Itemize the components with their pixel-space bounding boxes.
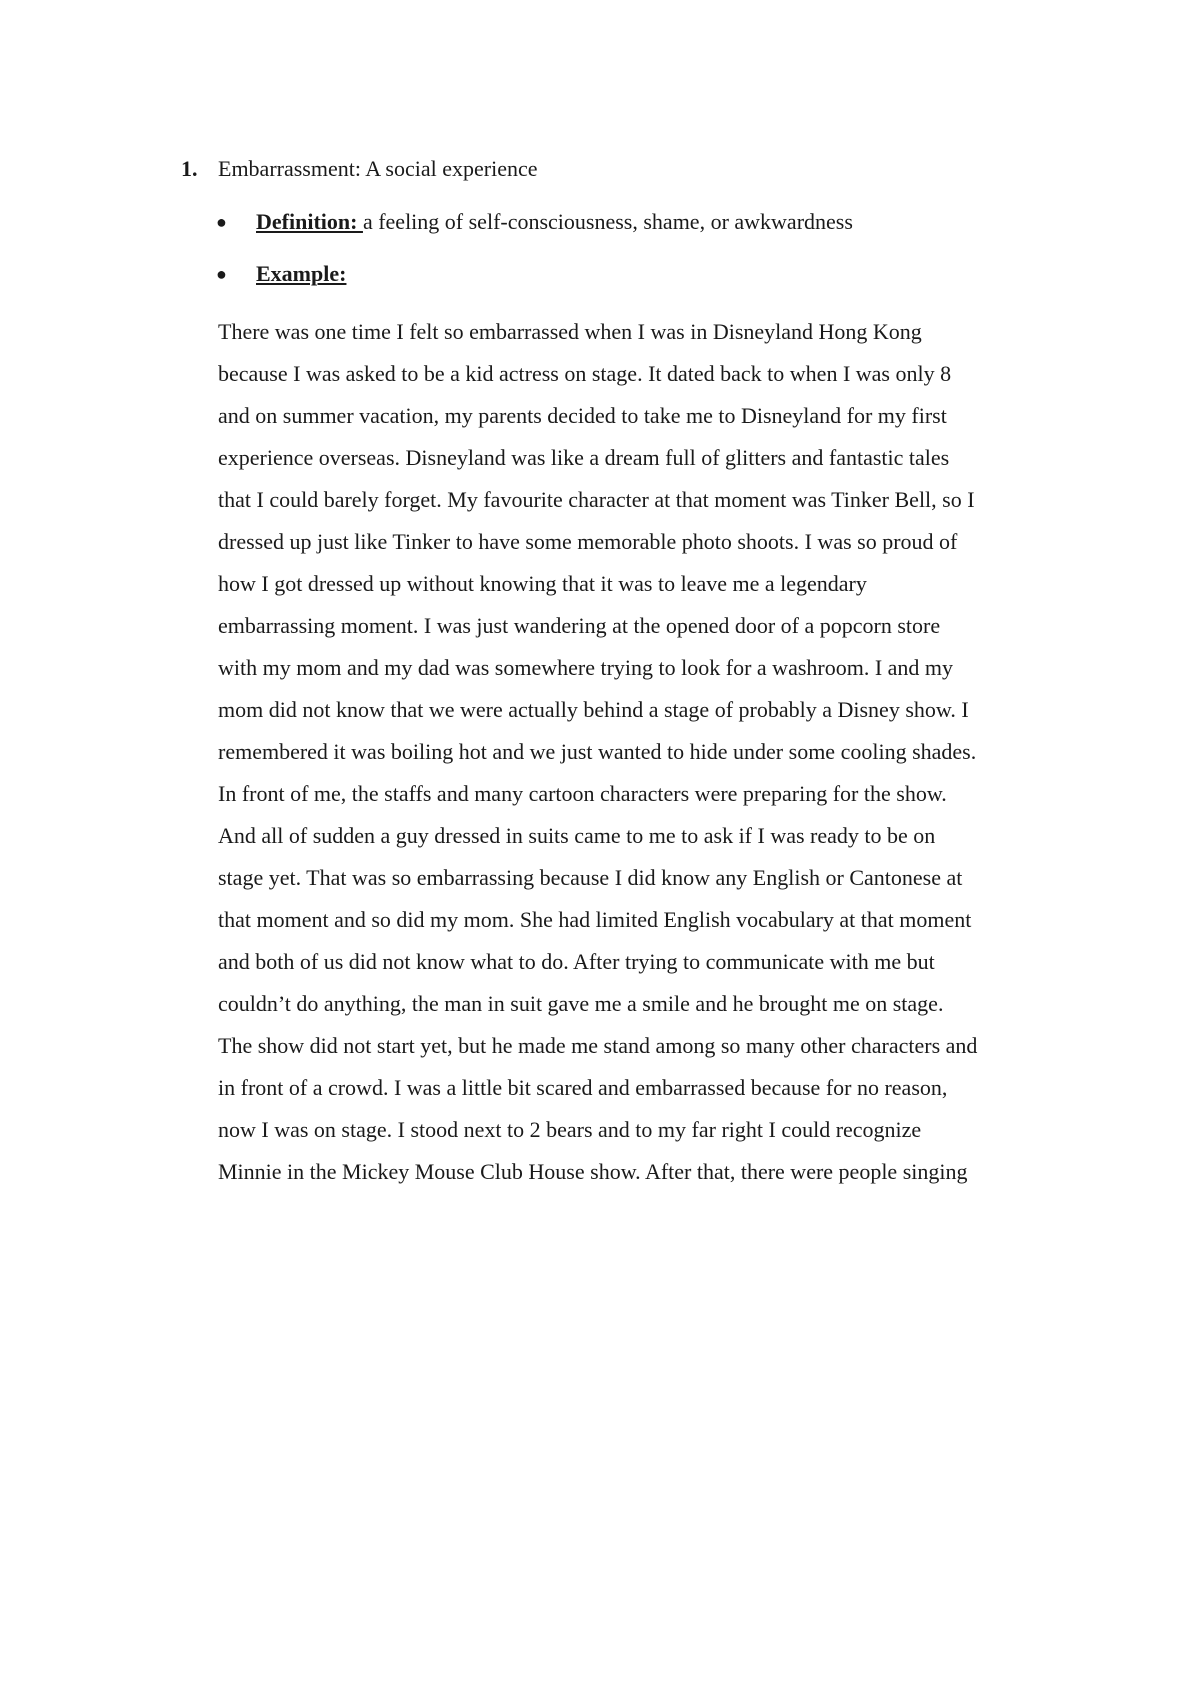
paragraph-line: mom did not know that we were actually behind a stage of probably a Disney show. I [218,697,969,722]
paragraph-line: because I was asked to be a kid actress on stage. It dated back to when I was only 8 [218,361,952,386]
example-term: Example: [256,261,347,286]
paragraph-line: that moment and so did my mom. She had limited English vocabulary at that moment [218,907,972,932]
paragraph-line: how I got dressed up without knowing that it was to leave me a legendary [218,571,867,596]
section-title: Embarrassment: A social experience [218,156,538,181]
paragraph-line: stage yet. That was so embarrassing because I did know any English or Cantonese at [218,865,963,890]
paragraph-line: In front of me, the staffs and many cartoon characters were preparing for the show. [218,781,947,806]
bullet-icon: ● [216,212,227,232]
paragraph-line: There was one time I felt so embarrassed when I was in Disneyland Hong Kong [218,319,922,344]
paragraph-line: in front of a crowd. I was a little bit scared and embarrassed because for no reason, [218,1075,948,1100]
paragraph-line: embarrassing moment. I was just wandering at the opened door of a popcorn store [218,613,941,638]
paragraph-line: now I was on stage. I stood next to 2 bears and to my far right I could recognize [218,1117,922,1142]
bullet-icon: ● [216,264,227,284]
paragraph-line: and on summer vacation, my parents decided to take me to Disneyland for my first [218,403,947,428]
paragraph-line: The show did not start yet, but he made me stand among so many other characters and [218,1033,978,1058]
paragraph-line: and both of us did not know what to do. After trying to communicate with me but [218,949,935,974]
paragraph-line: couldn’t do anything, the man in suit gave me a smile and he brought me on stage. [218,991,944,1016]
paragraph-line: dressed up just like Tinker to have some memorable photo shoots. I was so proud of [218,529,958,554]
section-heading [181,154,538,184]
paragraph-line: experience overseas. Disneyland was like a dream full of glitters and fantastic tales [218,445,950,470]
section-number: 1. [181,156,198,181]
definition-term: Definition: [256,209,363,234]
paragraph-line: Minnie in the Mickey Mouse Club House show. After that, there were people singing [218,1159,968,1184]
paragraph-line: And all of sudden a guy dressed in suits came to me to ask if I was ready to be on [218,823,936,848]
definition-text: a feeling of self-consciousness, shame, or awkwardness [362,209,853,234]
paragraph-line: that I could barely forget. My favourite character at that moment was Tinker Bell, so I [218,487,975,512]
paragraph-line: remembered it was boiling hot and we just wanted to hide under some cooling shades. [218,739,977,764]
example-bullet [216,259,346,289]
example-paragraph [218,311,1070,1193]
definition-bullet [216,207,853,237]
paragraph-line: with my mom and my dad was somewhere trying to look for a washroom. I and my [218,655,954,680]
